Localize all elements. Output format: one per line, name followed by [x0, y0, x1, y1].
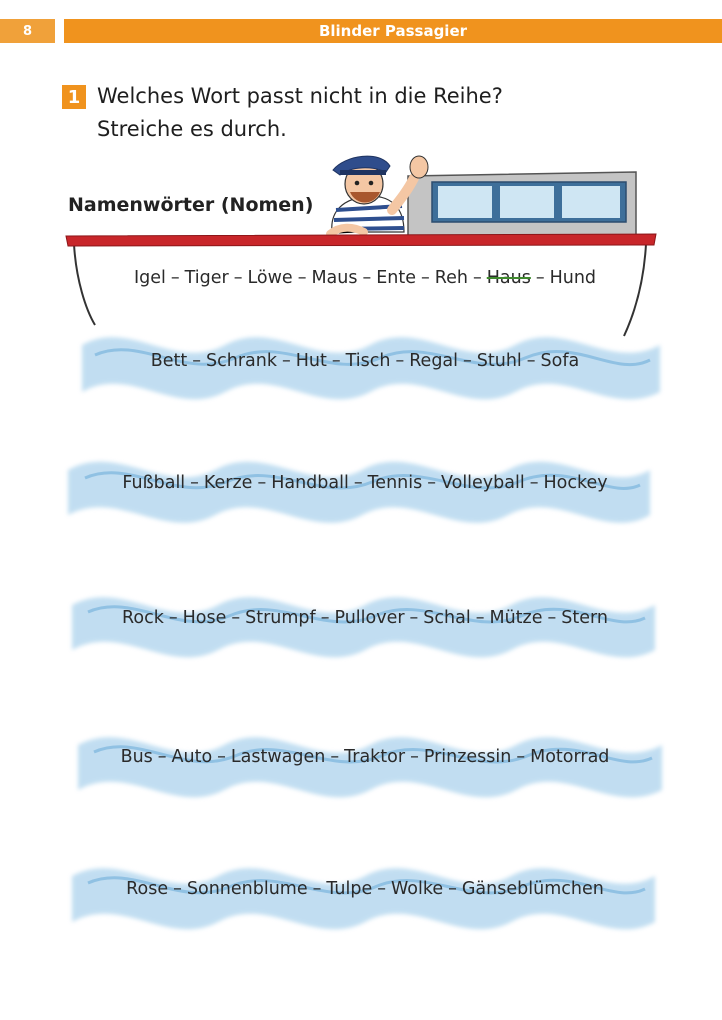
- word[interactable]: Pullover: [334, 608, 405, 628]
- word[interactable]: Tulpe: [326, 879, 373, 899]
- word-separator: –: [330, 747, 340, 767]
- word-separator: –: [257, 473, 267, 493]
- word-separator: –: [395, 351, 405, 371]
- word[interactable]: Regal: [409, 351, 459, 371]
- word[interactable]: Traktor: [344, 747, 406, 767]
- word[interactable]: Lastwagen: [230, 747, 326, 767]
- word-row: [60, 747, 670, 767]
- word[interactable]: Hund: [549, 268, 597, 288]
- word[interactable]: Strumpf: [245, 608, 316, 628]
- word-separator: –: [231, 608, 241, 628]
- word[interactable]: Bett: [150, 351, 188, 371]
- word-row: [60, 268, 670, 288]
- word[interactable]: Tiger: [184, 268, 229, 288]
- boat-cabin: [408, 172, 636, 236]
- word[interactable]: Gänseblümchen: [461, 879, 604, 899]
- word[interactable]: Löwe: [247, 268, 293, 288]
- boat-rail: [66, 234, 656, 246]
- word-separator: –: [281, 351, 291, 371]
- word[interactable]: Bus: [120, 747, 153, 767]
- word-separator: –: [217, 747, 226, 767]
- word-separator: –: [473, 268, 482, 288]
- word-separator: –: [168, 608, 178, 628]
- word[interactable]: Igel: [133, 268, 166, 288]
- word[interactable]: Ente: [376, 268, 417, 288]
- word-separator: –: [427, 473, 436, 493]
- word[interactable]: Schrank: [206, 351, 277, 371]
- word[interactable]: Rose: [126, 879, 169, 899]
- word[interactable]: Kerze: [203, 473, 253, 493]
- word-separator: –: [526, 351, 536, 371]
- category-heading: Namenwörter (Nomen): [68, 194, 314, 216]
- word-separator: –: [448, 879, 457, 899]
- word-separator: –: [409, 608, 419, 628]
- word[interactable]: Maus: [311, 268, 358, 288]
- word[interactable]: Fußball: [122, 473, 186, 493]
- word-separator: –: [463, 351, 472, 371]
- word-row: [60, 351, 670, 371]
- word-separator: –: [170, 268, 180, 288]
- word-separator: –: [320, 608, 330, 628]
- task-instruction-line-1: Welches Wort passt nicht in die Reihe?: [97, 84, 503, 108]
- word-separator: –: [192, 351, 201, 371]
- word[interactable]: Rock: [122, 608, 164, 628]
- word-separator: –: [297, 268, 307, 288]
- word-separator: –: [353, 473, 363, 493]
- word[interactable]: Reh: [434, 268, 468, 288]
- word-row: [60, 879, 670, 899]
- word-row: [60, 473, 670, 493]
- word-separator: –: [410, 747, 419, 767]
- word-separator: –: [331, 351, 341, 371]
- word[interactable]: Volleyball: [441, 473, 525, 493]
- boat-hull: [74, 244, 646, 336]
- struck-word[interactable]: Haus: [486, 268, 531, 288]
- word-separator: –: [535, 268, 545, 288]
- word[interactable]: Wolke: [391, 879, 444, 899]
- word[interactable]: Motorrad: [530, 747, 610, 767]
- word-separator: –: [516, 747, 526, 767]
- word-separator: –: [377, 879, 386, 899]
- word-separator: –: [529, 473, 539, 493]
- task-number-badge: 1: [62, 85, 86, 109]
- page-number: 8: [0, 19, 55, 43]
- word-separator: –: [312, 879, 322, 899]
- word-separator: –: [190, 473, 199, 493]
- word[interactable]: Mütze: [489, 608, 543, 628]
- word[interactable]: Tisch: [345, 351, 391, 371]
- word-separator: –: [157, 747, 167, 767]
- word-separator: –: [173, 879, 182, 899]
- word[interactable]: Prinzessin: [423, 747, 512, 767]
- word-separator: –: [233, 268, 243, 288]
- word[interactable]: Tennis: [367, 473, 423, 493]
- word[interactable]: Handball: [271, 473, 349, 493]
- word[interactable]: Stuhl: [476, 351, 522, 371]
- word-separator: –: [547, 608, 557, 628]
- word[interactable]: Hose: [182, 608, 227, 628]
- word[interactable]: Hut: [295, 351, 327, 371]
- word-row: [60, 608, 670, 628]
- word[interactable]: Hockey: [543, 473, 608, 493]
- word-separator: –: [362, 268, 372, 288]
- word-separator: –: [421, 268, 430, 288]
- word-separator: –: [475, 608, 485, 628]
- task-instruction-line-2: Streiche es durch.: [97, 117, 287, 141]
- word[interactable]: Stern: [561, 608, 608, 628]
- word[interactable]: Sonnenblume: [186, 879, 308, 899]
- word[interactable]: Sofa: [540, 351, 580, 371]
- word[interactable]: Schal: [423, 608, 471, 628]
- word[interactable]: Auto: [171, 747, 213, 767]
- page-title: Blinder Passagier: [64, 19, 722, 43]
